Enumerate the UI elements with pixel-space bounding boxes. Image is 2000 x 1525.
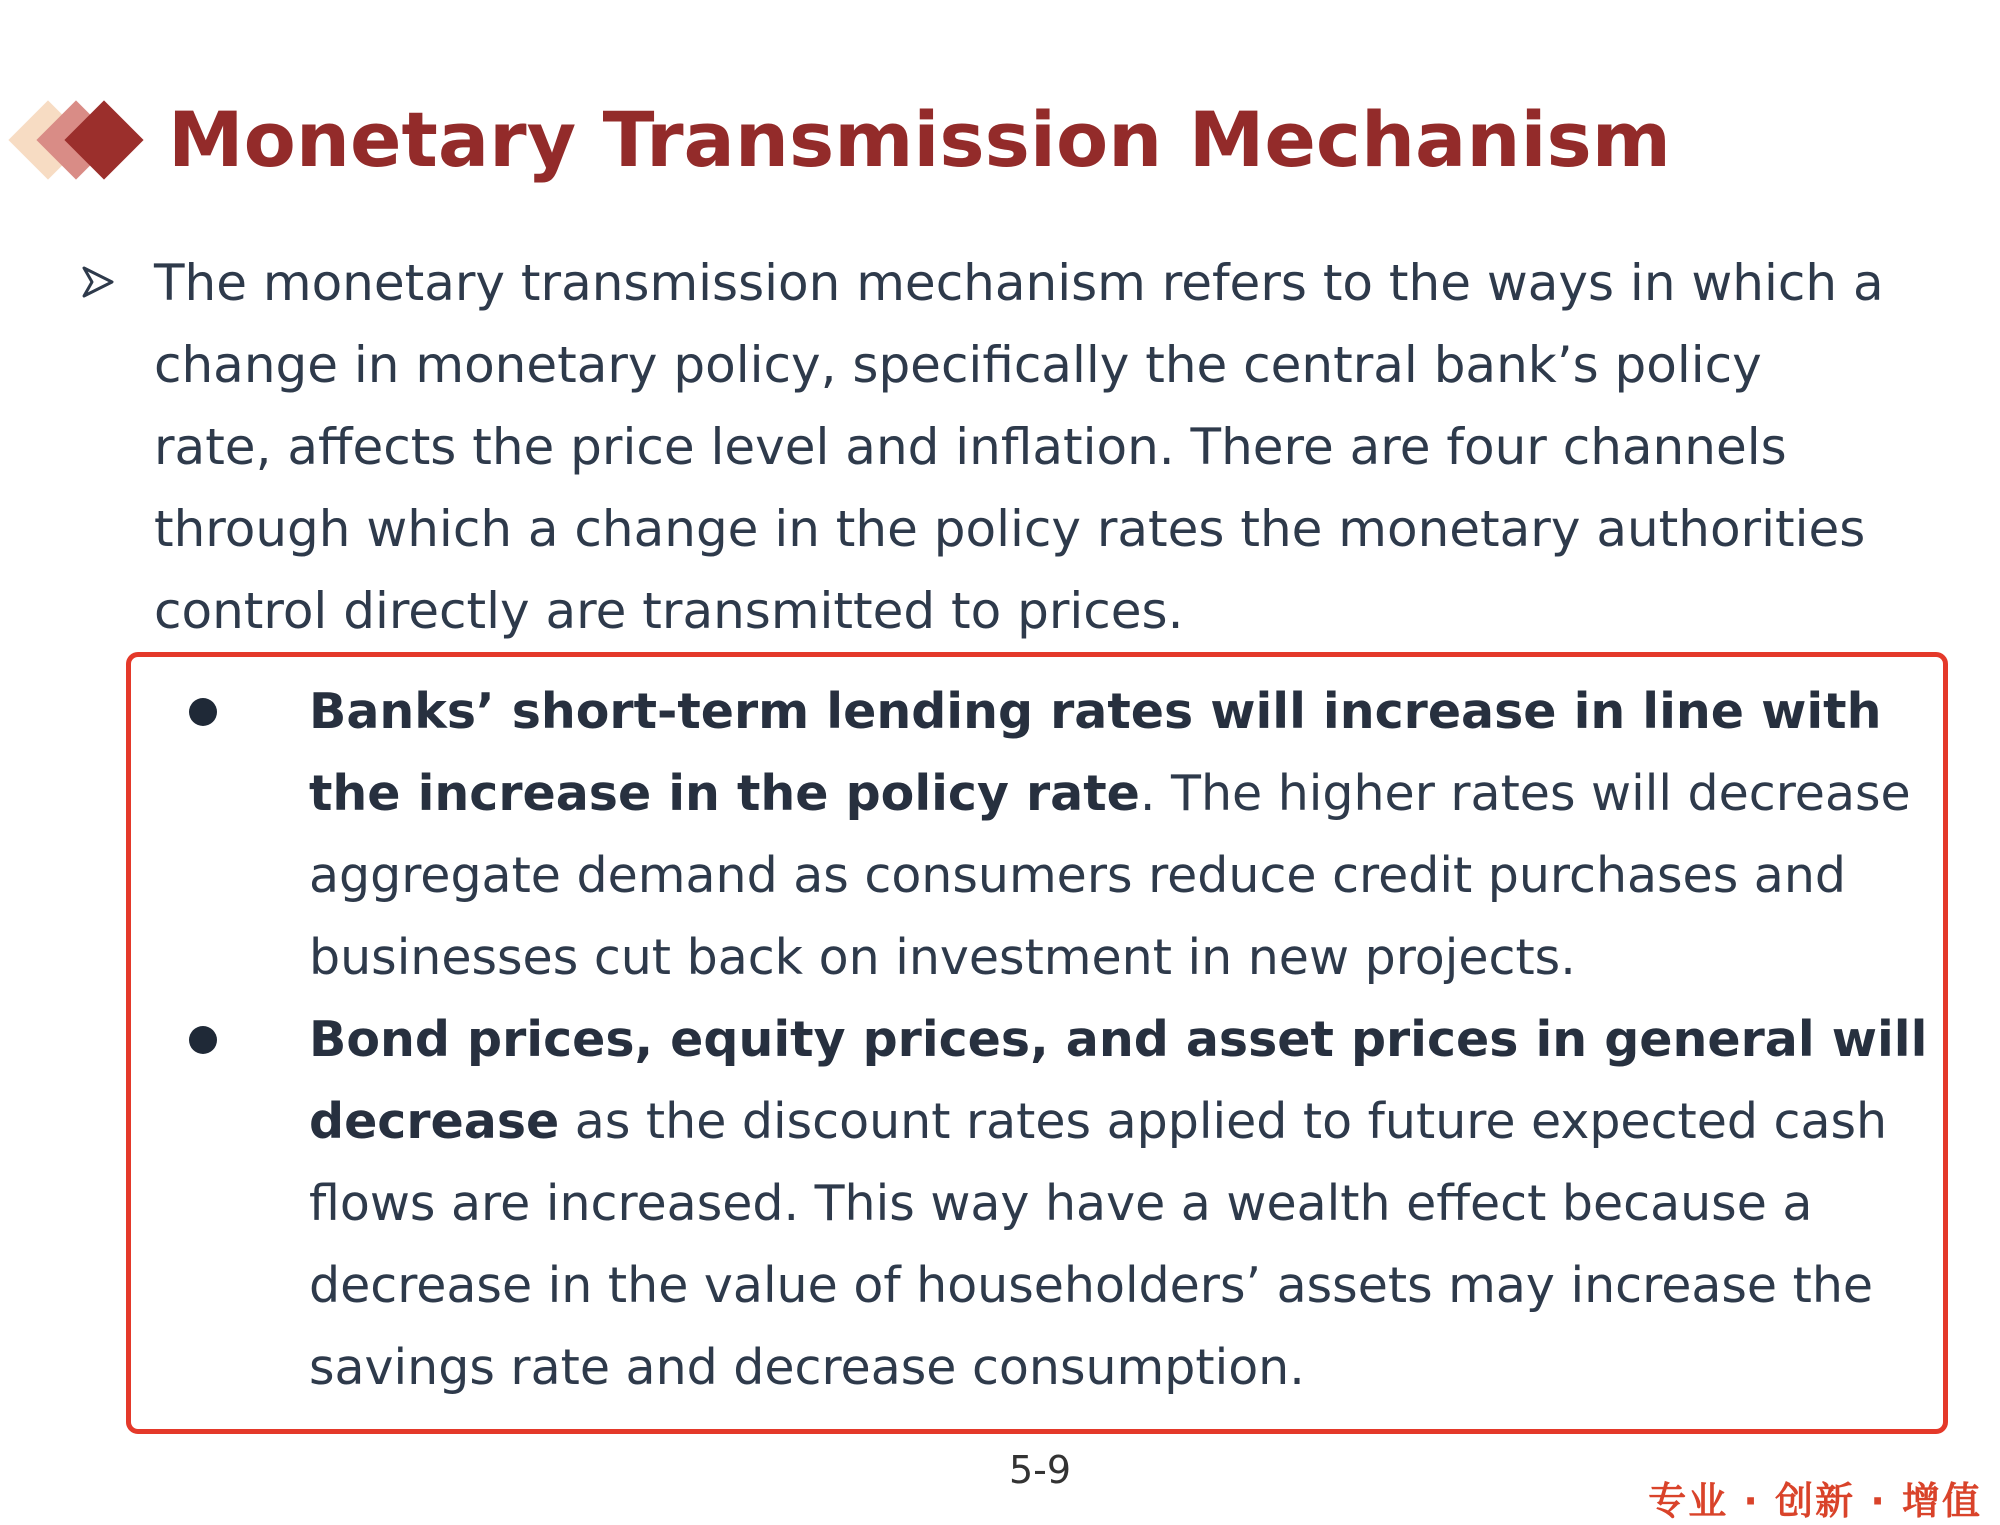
page-number: 5-9 <box>1008 1448 1072 1492</box>
bullet-rest-text: as the discount rates applied to future expected cash flows are increased. This way have a wealth effect because a decrease in the value of householders’ assets may increase the savings rate and decrease consumption. <box>309 1093 1888 1396</box>
bullet-item <box>189 671 1911 999</box>
bullet-rest-text: . The higher rates will decrease aggregate demand as consumers reduce credit purchases and businesses cut back on investment in new projects. <box>309 765 1911 986</box>
bullet-bold-text: Banks’ short-term lending rates will increase in line with the increase in the policy rate <box>309 683 1882 822</box>
bullet-bold-text: Bond prices, equity prices, and asset prices in general will decrease <box>309 1011 1928 1150</box>
bullet-item <box>189 999 1928 1409</box>
page-title: Monetary Transmission Mechanism <box>168 95 1671 184</box>
intro-paragraph <box>80 242 1884 652</box>
bullet-dot-icon <box>189 698 217 726</box>
arrow-bullet-icon <box>80 264 116 300</box>
bullet-dot-icon <box>189 1026 217 1054</box>
slogan: 专业 · 创新 · 增值 <box>1648 1479 1982 1523</box>
title-row <box>0 90 1700 190</box>
bullet-text <box>309 671 1929 999</box>
bullet-text <box>309 999 1929 1409</box>
highlight-box <box>126 652 1948 1434</box>
diamond-logo-icon <box>0 90 160 190</box>
intro-text: The monetary transmission mechanism refers to the ways in which a change in monetary policy, specifically the central bank’s policy rate, affects the price level and inflation. There are four channels through which a change in the policy rates the monetary authorities control directly are transmitted to prices. <box>154 254 1884 640</box>
